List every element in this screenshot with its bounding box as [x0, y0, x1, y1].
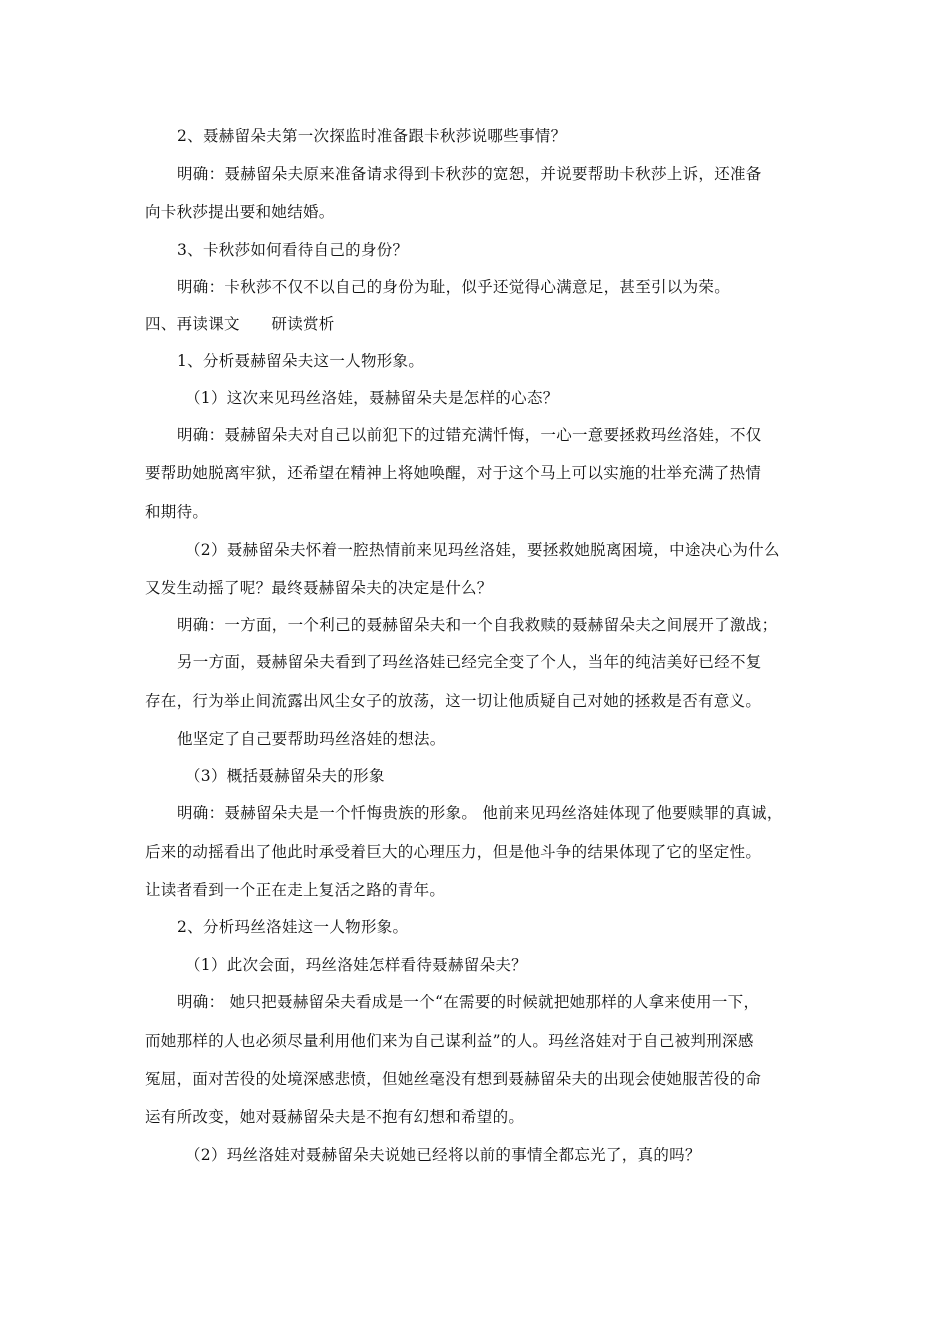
- question-2-1: （1）此次会面，玛丝洛娃怎样看待聂赫留朵夫？: [185, 956, 527, 974]
- answer-1-1-line-3: 和期待。: [145, 503, 209, 521]
- question-2: 2、聂赫留朵夫第一次探监时准备跟卡秋莎说哪些事情？: [177, 127, 567, 145]
- question-2-2: （2）玛丝洛娃对聂赫留朵夫说她已经将以前的事情全都忘光了，真的吗？: [185, 1146, 701, 1164]
- question-1-2-line-1: （2）聂赫留朵夫怀着一腔热情前来见玛丝洛娃，要拯救她脱离困境，中途决心为什么: [185, 541, 780, 559]
- answer-1-3-line-1: 明确：聂赫留朵夫是一个忏悔贵族的形象。 他前来见玛丝洛娃体现了他要赎罪的真诚，: [177, 804, 783, 822]
- answer-1-2-line-3: 存在，行为举止间流露出风尘女子的放荡，这一切让他质疑自己对她的拯救是否有意义。: [145, 692, 762, 710]
- answer-2-line-2: 向卡秋莎提出要和她结婚。: [145, 203, 335, 221]
- sub-heading-2: 2、分析玛丝洛娃这一人物形象。: [177, 918, 409, 936]
- question-1-3: （3）概括聂赫留朵夫的形象: [185, 767, 385, 785]
- question-1-1: （1）这次来见玛丝洛娃，聂赫留朵夫是怎样的心态？: [185, 389, 559, 407]
- answer-2-1-line-2: 而她那样的人也必须尽量利用他们来为自己谋利益”的人。玛丝洛娃对于自己被判刑深感: [145, 1032, 754, 1050]
- answer-2-1-line-4: 运有所改变，她对聂赫留朵夫是不抱有幻想和希望的。: [145, 1108, 525, 1126]
- sub-heading-1: 1、分析聂赫留朵夫这一人物形象。: [177, 352, 425, 370]
- answer-2-1-line-3: 冤屈，面对苦役的处境深感悲愤，但她丝毫没有想到聂赫留朵夫的出现会使她服苦役的命: [145, 1070, 762, 1088]
- answer-2-1-line-1: 明确： 她只把聂赫留朵夫看成是一个“在需要的时候就把她那样的人拿来使用一下，: [177, 993, 760, 1011]
- answer-2-line-1: 明确：聂赫留朵夫原来准备请求得到卡秋莎的宽恕，并说要帮助卡秋莎上诉，还准备: [177, 165, 762, 183]
- answer-1-1-line-2: 要帮助她脱离牢狱，还希望在精神上将她唤醒，对于这个马上可以实施的壮举充满了热情: [145, 464, 762, 482]
- question-3: 3、卡秋莎如何看待自己的身份？: [177, 241, 409, 259]
- answer-1-2-line-2: 另一方面，聂赫留朵夫看到了玛丝洛娃已经完全变了个人，当年的纯洁美好已经不复: [177, 653, 762, 671]
- question-1-2-line-2: 又发生动摇了呢？最终聂赫留朵夫的决定是什么？: [145, 579, 493, 597]
- answer-1-2-line-1: 明确：一方面，一个利己的聂赫留朵夫和一个自我救赎的聂赫留朵夫之间展开了激战；: [177, 616, 778, 634]
- answer-1-1-line-1: 明确：聂赫留朵夫对自己以前犯下的过错充满忏悔，一心一意要拯救玛丝洛娃，不仅: [177, 426, 762, 444]
- answer-1-3-line-3: 让读者看到一个正在走上复活之路的青年。: [145, 881, 446, 899]
- answer-3: 明确：卡秋莎不仅不以自己的身份为耻，似乎还觉得心满意足，甚至引以为荣。: [177, 278, 731, 296]
- answer-1-3-line-2: 后来的动摇看出了他此时承受着巨大的心理压力，但是他斗争的结果体现了它的坚定性。: [145, 843, 762, 861]
- section-heading-4: 四、再读课文 研读赏析: [145, 315, 335, 333]
- answer-1-2-line-4: 他坚定了自己要帮助玛丝洛娃的想法。: [177, 730, 446, 748]
